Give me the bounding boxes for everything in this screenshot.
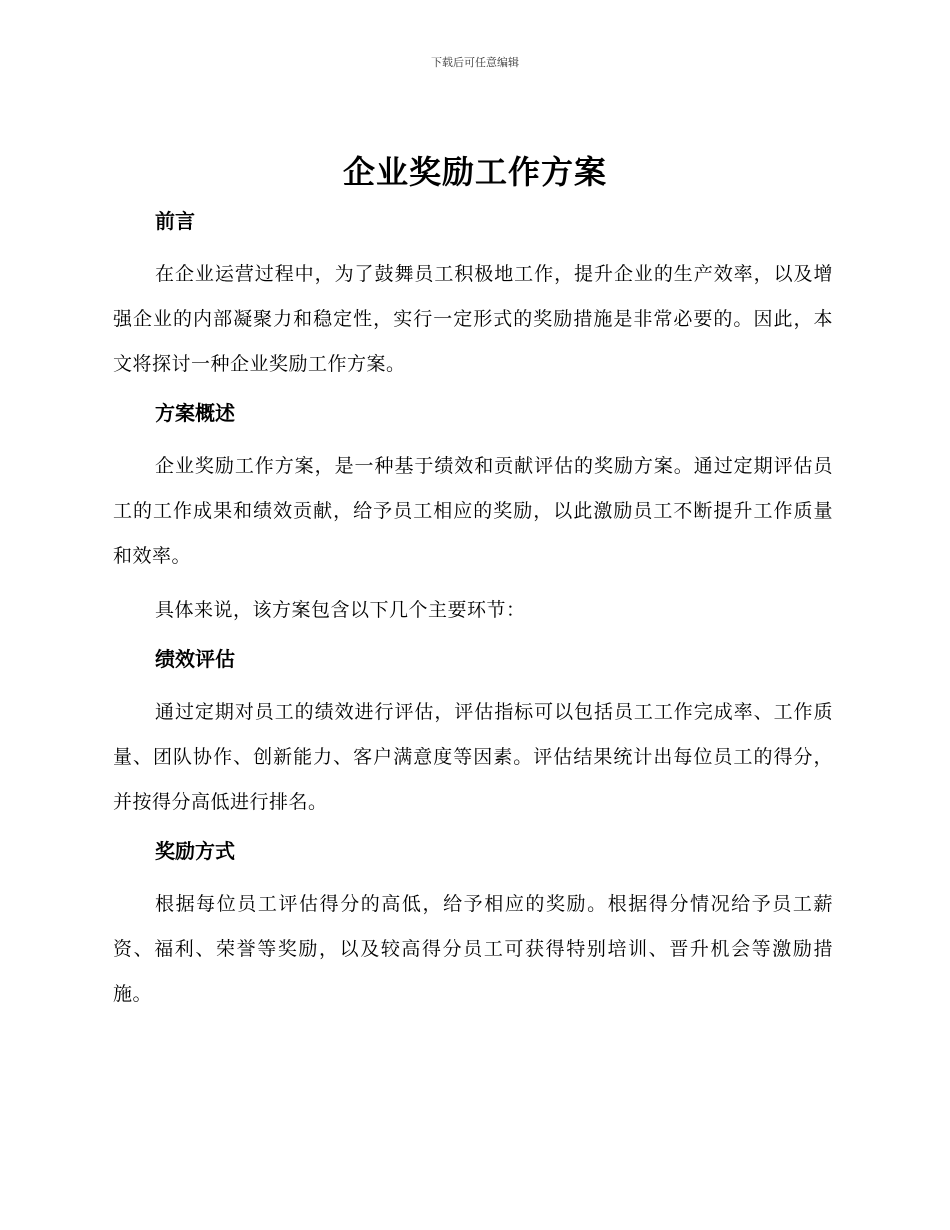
section-heading-performance-evaluation: 绩效评估 [155,647,235,671]
page-header-note: 下载后可任意编辑 [431,56,519,69]
section-heading-overview: 方案概述 [155,401,235,425]
document-body [113,204,833,1017]
paragraph-overview: 企业奖励工作方案，是一种基于绩效和贡献评估的奖励方案。通过定期评估员工的工作成果和绩效贡献，给予员工相应的奖励，以此激励员工不断提升工作质量和效率。 [113,455,833,567]
section-heading-reward-method: 奖励方式 [155,839,235,863]
paragraph-reward-method: 根据每位员工评估得分的高低，给予相应的奖励。根据得分情况给予员工薪资、福利、荣誉等奖励，以及较高得分员工可获得特别培训、晋升机会等激励措施。 [113,893,833,1005]
section-heading-preface: 前言 [155,209,195,233]
document-title: 企业奖励工作方案 [342,153,607,191]
paragraph-performance-evaluation: 通过定期对员工的绩效进行评估，评估指标可以包括员工工作完成率、工作质量、团队协作、创新能力、客户满意度等因素。评估结果统计出每位员工的得分，并按得分高低进行排名。 [113,701,833,813]
paragraph-preface: 在企业运营过程中，为了鼓舞员工积极地工作，提升企业的生产效率，以及增强企业的内部凝聚力和稳定性，实行一定形式的奖励措施是非常必要的。因此，本文将探讨一种企业奖励工作方案。 [113,263,833,375]
paragraph-overview-list-intro: 具体来说，该方案包含以下几个主要环节： [155,599,526,621]
